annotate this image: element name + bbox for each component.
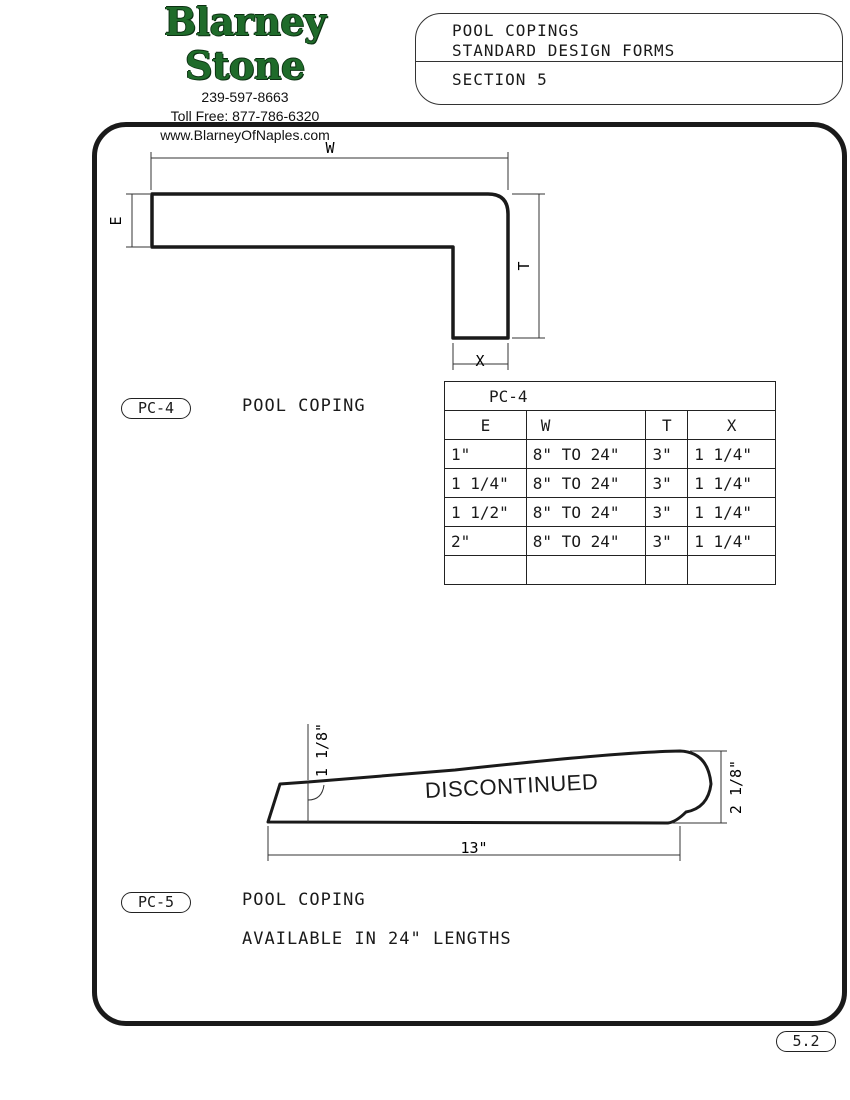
table-cell: 3" bbox=[646, 440, 688, 469]
table-cell: 1 1/4" bbox=[688, 469, 776, 498]
title-line-1: POOL COPINGS bbox=[452, 21, 580, 40]
pc4-dim-e-label: E bbox=[107, 216, 125, 226]
table-cell: 1 1/2" bbox=[445, 498, 527, 527]
table-cell bbox=[688, 556, 776, 585]
pc4-tag: PC-4 bbox=[121, 398, 191, 419]
brand-toll-free: Toll Free: 877-786-6320 bbox=[170, 108, 320, 124]
table-title-row bbox=[445, 382, 776, 411]
pc5-dim-left-label: 1 1/8" bbox=[313, 722, 331, 778]
pc5-dim-right-label: 2 1/8" bbox=[727, 759, 745, 815]
table-cell: 8" TO 24" bbox=[526, 440, 646, 469]
table-header: W bbox=[526, 411, 646, 440]
table-cell bbox=[526, 556, 646, 585]
pc4-spec-table bbox=[444, 381, 776, 585]
title-line-2: STANDARD DESIGN FORMS bbox=[452, 41, 676, 60]
table-row bbox=[445, 556, 776, 585]
pc5-name: POOL COPING bbox=[242, 890, 366, 910]
table-cell: 8" TO 24" bbox=[526, 469, 646, 498]
table-cell: 2" bbox=[445, 527, 527, 556]
table-title: PC-4 bbox=[445, 382, 776, 411]
table-cell: 1" bbox=[445, 440, 527, 469]
page-number: 5.2 bbox=[776, 1031, 836, 1052]
pc4-dim-x-label: X bbox=[475, 352, 485, 370]
table-cell: 8" TO 24" bbox=[526, 498, 646, 527]
table-row bbox=[445, 527, 776, 556]
pc5-angle-arc bbox=[308, 785, 324, 800]
pc5-dim-length-label: 13" bbox=[460, 839, 488, 857]
brand-website[interactable]: www.BlarneyOfNaples.com bbox=[160, 127, 330, 143]
pc4-dim-w-label: W bbox=[325, 139, 335, 157]
table-cell: 1 1/4" bbox=[445, 469, 527, 498]
table-cell: 3" bbox=[646, 498, 688, 527]
table-cell: 1 1/4" bbox=[688, 527, 776, 556]
table-cell: 3" bbox=[646, 469, 688, 498]
table-row bbox=[445, 498, 776, 527]
table-row bbox=[445, 469, 776, 498]
pc5-note: AVAILABLE IN 24" LENGTHS bbox=[242, 929, 512, 949]
pc5-dim-right bbox=[672, 751, 727, 823]
table-cell bbox=[646, 556, 688, 585]
brand-phone: 239-597-8663 bbox=[201, 89, 289, 105]
table-header: X bbox=[688, 411, 776, 440]
pc4-dim-e bbox=[126, 194, 150, 247]
pc4-profile bbox=[152, 194, 508, 338]
table-row bbox=[445, 440, 776, 469]
section-label: SECTION 5 bbox=[452, 70, 548, 89]
pc4-name: POOL COPING bbox=[242, 396, 366, 416]
table-header: T bbox=[646, 411, 688, 440]
table-cell bbox=[445, 556, 527, 585]
table-cell: 8" TO 24" bbox=[526, 527, 646, 556]
pc5-tag: PC-5 bbox=[121, 892, 191, 913]
table-header: E bbox=[445, 411, 527, 440]
table-cell: 3" bbox=[646, 527, 688, 556]
table-header-row bbox=[445, 411, 776, 440]
table-cell: 1 1/4" bbox=[688, 440, 776, 469]
table-cell: 1 1/4" bbox=[688, 498, 776, 527]
discontinued-stamp: DISCONTINUED bbox=[424, 768, 599, 803]
brand-logo: Blarney Stone bbox=[164, 0, 326, 88]
pc4-dim-t-label: T bbox=[515, 261, 533, 271]
pc4-dim-w bbox=[151, 152, 508, 190]
